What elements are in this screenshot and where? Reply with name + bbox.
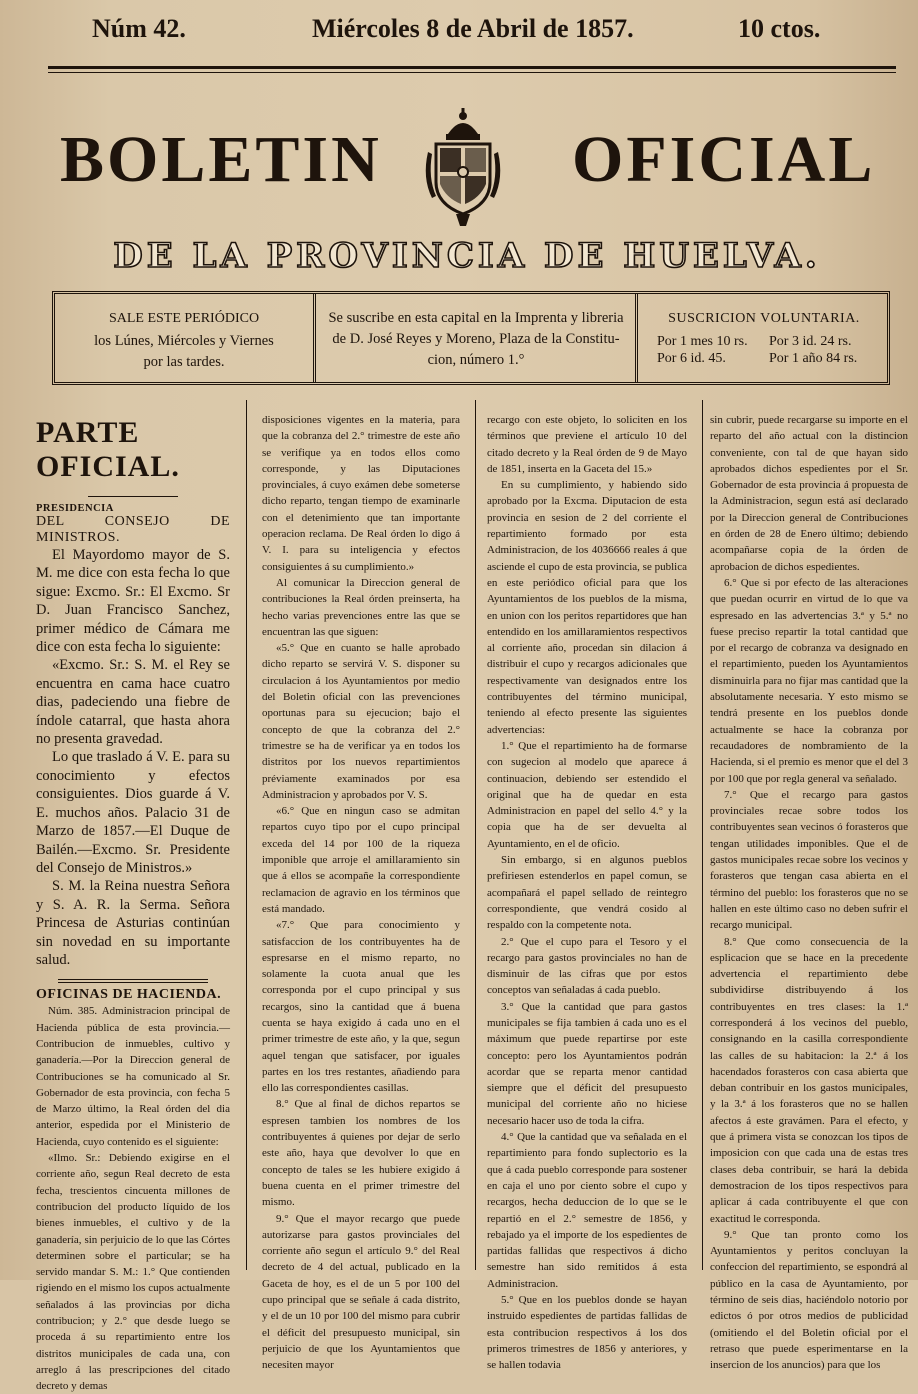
location-line-3: cion, número 1.° bbox=[427, 352, 525, 368]
paragraph: 6.° Que si por efecto de las alteraciones que puedan ocurrir en virtud de lo que va espresado en las advertencias 3.ª y 5.ª no fuese preciso repartir la total cantidad que por el recargo de cobranza va designado en el repartimiento, pueden los Ayuntamientos disminuirla para no fijar mas cantidad que la absolutamente necesaria. Y esto mismo se tendrá presente en los pueblos donde actualmente se hace la cobranza por recaudadores de nombramiento de la Hacienda, si el premio es menor que el del 3 por 100 que por regla general va señalado. bbox=[710, 576, 908, 785]
separator bbox=[88, 496, 178, 497]
paragraph: 7.° Que el recargo para gastos provinciales recae sobre todos los contribuyentes sean vecinos ó forasteros que tengan utilidades imponibles. Que el de gastos municipales recae sobre los vecinos y forasteros que tengan casa abierta en el término del pueblo: los forasteros que no se hallen en este último caso no deben sufrir el recargo municipal. bbox=[710, 788, 908, 932]
paragraph: «5.° Que en cuanto se halle aprobado dicho reparto se servirá V. S. disponer su circulacion á los Ayuntamientos por medio del Boletin oficial con las prevenciones oportunas para su ejecucion; bajo el concepto de que la cobranza del 2.° trimestre se ha de verificar ya en todos los distritos por los nuevos repartimientos préviamente examinados por esa Administracion y aprobados por V. S. bbox=[262, 642, 460, 801]
issue-price: 10 ctos. bbox=[738, 14, 821, 43]
top-rule bbox=[48, 66, 896, 69]
paragraph: Sin embargo, si en algunos pueblos prefiriesen estenderlos en papel comun, se acompañará el papel sellado de reintegro correspondiente, que vendrá cosido al respaldo con la competente nota. bbox=[487, 854, 687, 932]
paragraph: En su cumplimiento, y habiendo sido aprobado por la Excma. Diputacion de esta provincia en sesion de 2 del corriente el repartimiento formado por esta Administracion, de los 4036666 reales á que asciende el cupo de esta provincia, se publica en este periódico oficial para que los Ayuntamientos de los pueblos de la misma, en union con los peritos repartidores que han entendido en los amillaramientos respectivos al corriente año, procedan sin dilacion á distribuir el cupo y recargos adicionales que respectivamente van designados entre los contribuyentes del término municipal, teniendo al efecto presente las siguientes advertencias: bbox=[487, 479, 687, 736]
issue-number: Núm 42. bbox=[92, 14, 186, 43]
paragraph: S. M. la Reina nuestra Señora y S. A. R. la Serma. Señora Princesa de Asturias continúan sin novedad en su importante salud. bbox=[36, 878, 230, 968]
column-4 bbox=[710, 412, 908, 1372]
info-divider bbox=[313, 294, 316, 382]
location-line-1: Se suscribe en esta capital en la Imprenta y libreria bbox=[328, 310, 624, 326]
price-one-month: Por 1 mes 10 rs. bbox=[657, 334, 748, 349]
paragraph: «7.° Que para conocimiento y satisfaccion de los contribuyentes ha de espresarse en el mismo reparto, no solamente la cuota anual que les corresponda por el cupo principal y sus recargos, sino la cantidad que á buena cuenta se haya exigido á cada uno en el primer trimestre de este año, y la que, segun aquel tengan que satisfacer, por iguales partes en los tres restantes, añadiendo para ello las correspondientes casillas. bbox=[262, 919, 460, 1095]
paragraph: recargo con este objeto, lo soliciten en los términos que previene el artículo 10 del citado decreto y la Real órden de 9 de Mayo de 1851, inserta en la Gaceta del 15.» bbox=[487, 414, 687, 475]
location-line-2: de D. José Reyes y Moreno, Plaza de la Constitu- bbox=[332, 331, 620, 347]
paragraph: 1.° Que el repartimiento ha de formarse con sugecion al modelo que aparece á continuacion, debiendo ser estendido el original que ha de quedar en esta Administracion en papel del sello 4.° y la copia que ha de ser devuelta al Ayuntamiento, en el de oficio. bbox=[487, 739, 687, 850]
title-oficial: OFICIAL bbox=[572, 123, 876, 196]
paragraph: «6.° Que en ningun caso se admitan repartos cuyo tipo por el cupo principal exceda del 14 por 100 de la riqueza imponible que arroje el amillaramiento sin que á ellos se acompañe la correspondiente reclamacion de agravio en los términos que está mandado. bbox=[262, 805, 460, 915]
subscription-location bbox=[317, 294, 635, 382]
issue-date: Miércoles 8 de Abril de 1857. bbox=[312, 14, 634, 43]
separator bbox=[58, 979, 208, 980]
section-presidencia: PRESIDENCIA bbox=[36, 503, 114, 514]
subtitle-provincia: DE LA PROVINCIA DE HUELVA. bbox=[113, 236, 821, 276]
paragraph: 8.° Que como consecuencia de la esplicacion que se hace en la precedente advertencia el repartimiento debe subdividirse distribuyendo á los contribuyentes en tres clases: la 1.ª corresponderá á los vecinos del pueblo, consignando en la casilla correspondiente las calles de su habitacion: la 2.ª á los hacendados forasteros con casa abierta que deban contribuir en los gastos municipales, y la 3.ª á los forasteros que no se hallen afectos á este gravámen. Para el efecto, y que á primera vista se conozcan los tipos de imposicion con que cada una de estas tres clases deba contribuir, se hará la debida demostracion de los tipos respectivos para aplicar á cada contribuyente el que con exactitud le corresponda. bbox=[710, 935, 908, 1225]
price-six-months: Por 6 id. 45. bbox=[657, 351, 726, 366]
price-three-months: Por 3 id. 24 rs. bbox=[769, 334, 852, 349]
paragraph: Al comunicar la Direccion general de contribuciones la Real órden preinserta, ha hecho varias prevenciones entre las que se encuentran las que siguen: bbox=[262, 576, 460, 638]
prices-heading: SUSCRICION VOLUNTARIA. bbox=[668, 311, 860, 326]
section-consejo: DEL CONSEJO DE MINISTROS. bbox=[36, 514, 230, 545]
paragraph: 9.° Que tan pronto como los Ayuntamientos y peritos concluyan la confeccion del repartimiento, se espondrá al público en la casa de Ayuntamiento, por término de seis dias, haciéndolo notorio por edictos ó por otros medios de publicidad (omitiendo el del Boletin oficial por el retraso que puede esperimentarse en la insercion de los anuncios) para que los bbox=[710, 1228, 908, 1372]
parte-oficial-heading: PARTE OFICIAL. bbox=[36, 416, 180, 483]
paragraph: disposiciones vigentes en la materia, para que la cobranza del 2.° trimestre de este año se verifique ya en todos ellos como corresponde, y las Diputaciones provinciales, á cuyo exámen debe someterse dicho reparto, tengan tiempo de examinarle con el detenimiento que tan importante operacion reclama. De Real órden lo digo á V. I. para su inteligencia y efectos consiguientes á su cumplimiento.» bbox=[262, 414, 460, 573]
oficinas-hacienda-heading: OFICINAS DE HACIENDA. bbox=[36, 987, 222, 1003]
masthead-top-line bbox=[40, 14, 880, 50]
royal-coat-of-arms-icon bbox=[422, 108, 504, 228]
paragraph: El Mayordomo mayor de S. M. me dice con esta fecha lo que sigue: Excmo. Sr.: El Excmo. Sr D. Juan Francisco Sanchez, primer médico de Cámara me dice con esta fecha lo siguiente: bbox=[36, 547, 230, 656]
paragraph: Núm. 385. Administracion principal de Hacienda pública de esta provincia.—Contribucion de inmuebles, cultivo y ganadería.—Por la Direccion general de Contribuciones se ha comunicado al Sr. Gobernador de esta provincia, con fecha 5 de Marzo último, la Real órden del dia anterior, espedida por el Ministerio de Hacienda, cuyo contenido es el siguiente: bbox=[36, 1005, 230, 1148]
separator bbox=[58, 982, 208, 983]
price-one-year: Por 1 año 84 rs. bbox=[769, 351, 858, 366]
paragraph: 5.° Que en los pueblos donde se hayan instruido espedientes de partidas fallidas de esta contribucion respectivos á los dos primeros trimestres de 1856 y anteriores, y se hallen todavia bbox=[487, 1294, 687, 1372]
schedule-time: por las tardes. bbox=[143, 354, 225, 370]
schedule-days: los Lúnes, Miércoles y Viernes bbox=[94, 333, 274, 349]
paragraph: «Ilmo. Sr.: Debiendo exigirse en el corriente año, segun Real decreto de esta fecha, trescientos cincuenta millones de contribucion del producto líquido de los bienes inmuebles, el cultivo y de la ganadería, sin perjuicio de lo que las Córtes determinen sobre el particular; se ha servido mandar S. M.: 1.° Que contienden rigiendo en el mismo los cupos actualmente señalados á las provincias por dicha contribucion; y 2.° que desde luego se proceda á su repartimiento entre los distritos municipales de cada una, con arreglo á las prescripciones del citado decreto y demas bbox=[36, 1152, 230, 1393]
paragraph: 3.° Que la cantidad que para gastos municipales se fija tambien á cada uno es el máximum que puede repartirse por este concepto: pero los Ayuntamientos podrán acordar que se reparta menor cantidad siempre que el déficit del presupuesto municipal del corriente año no hiciese necesario hacer uso de toda la cifra. bbox=[487, 1000, 687, 1127]
column-2 bbox=[262, 412, 460, 1372]
column-3 bbox=[487, 412, 687, 1372]
subscription-info-box bbox=[52, 291, 890, 385]
column-rule bbox=[702, 400, 703, 1270]
info-divider bbox=[635, 294, 638, 382]
schedule-heading: SALE ESTE PERIÓDICO bbox=[108, 311, 260, 326]
column-rule bbox=[475, 400, 476, 1270]
top-rule-thin bbox=[48, 72, 896, 73]
title-boletin: BOLETIN bbox=[60, 123, 382, 196]
column-1 bbox=[36, 412, 230, 1393]
paragraph: 2.° Que el cupo para el Tesoro y el recargo para gastos provinciales no han de disminuir de las cifras que por estos conceptos van señaladas á cada pueblo. bbox=[487, 935, 687, 997]
paragraph: Lo que traslado á V. E. para su conocimiento y efectos consiguientes. Dios guarde á V. E. muchos años. Palacio 31 de Marzo de 1857.—El Duque de Bailén.—Excmo. Sr. Presidente del Consejo de Ministros.» bbox=[36, 749, 230, 876]
publication-schedule bbox=[55, 294, 313, 382]
paragraph: «Excmo. Sr.: S. M. el Rey se encuentra en cama hace cuatro dias, padeciendo una fiebre de índole catarral, que hasta ahora no presenta gravedad. bbox=[36, 657, 230, 748]
subscription-prices bbox=[639, 294, 889, 382]
paragraph: 9.° Que el mayor recargo que puede autorizarse para gastos provinciales del corriente año segun el artículo 9.° del Real decreto de 4 del actual, publicado en la Gaceta de hoy, es el de un 5 por 100 del cupo principal que se señale á cada distrito, y el de un 10 por 100 del mismo para cubrir el déficit del presupuesto municipal, sin perjuicio de que los Ayuntamientos que necesiten mayor bbox=[262, 1212, 460, 1372]
column-rule bbox=[246, 400, 247, 1270]
paragraph: sin cubrir, puede recargarse su importe en el reparto del año actual con la distincion conveniente, con tal de que hayan sido aprobados dichos espedientes por el Sr. Gobernador de esta provincia á propuesta de la Administracion, segun está así declarado por la Direccion general de Contribuciones en órden de 28 de Enero último; debiendo acompañarse copia de la órden de aprobacion de dichos espedientes. bbox=[710, 414, 908, 573]
paragraph: 8.° Que al final de dichos repartos se espresen tambien los nombres de los contribuyentes á quienes por dejar de serlo este año, haya que devolver lo que en concepto de tales se les hubiere exigido á buena cuenta en el primer trimestre del mismo. bbox=[262, 1098, 460, 1209]
paragraph: 4.° Que la cantidad que va señalada en el repartimiento para fondo suplectorio es la que á cada pueblo corresponde para sostener en caja el uno por ciento sobre el cupo y recargos, hecha deduccion de lo que se le repartió en el 2.° semestre de 1856, y rebajado ya el importe de los espedientes de partidas fallidas que respectivos á dicho semestre han sido remitidos á esta Administracion. bbox=[487, 1131, 687, 1290]
